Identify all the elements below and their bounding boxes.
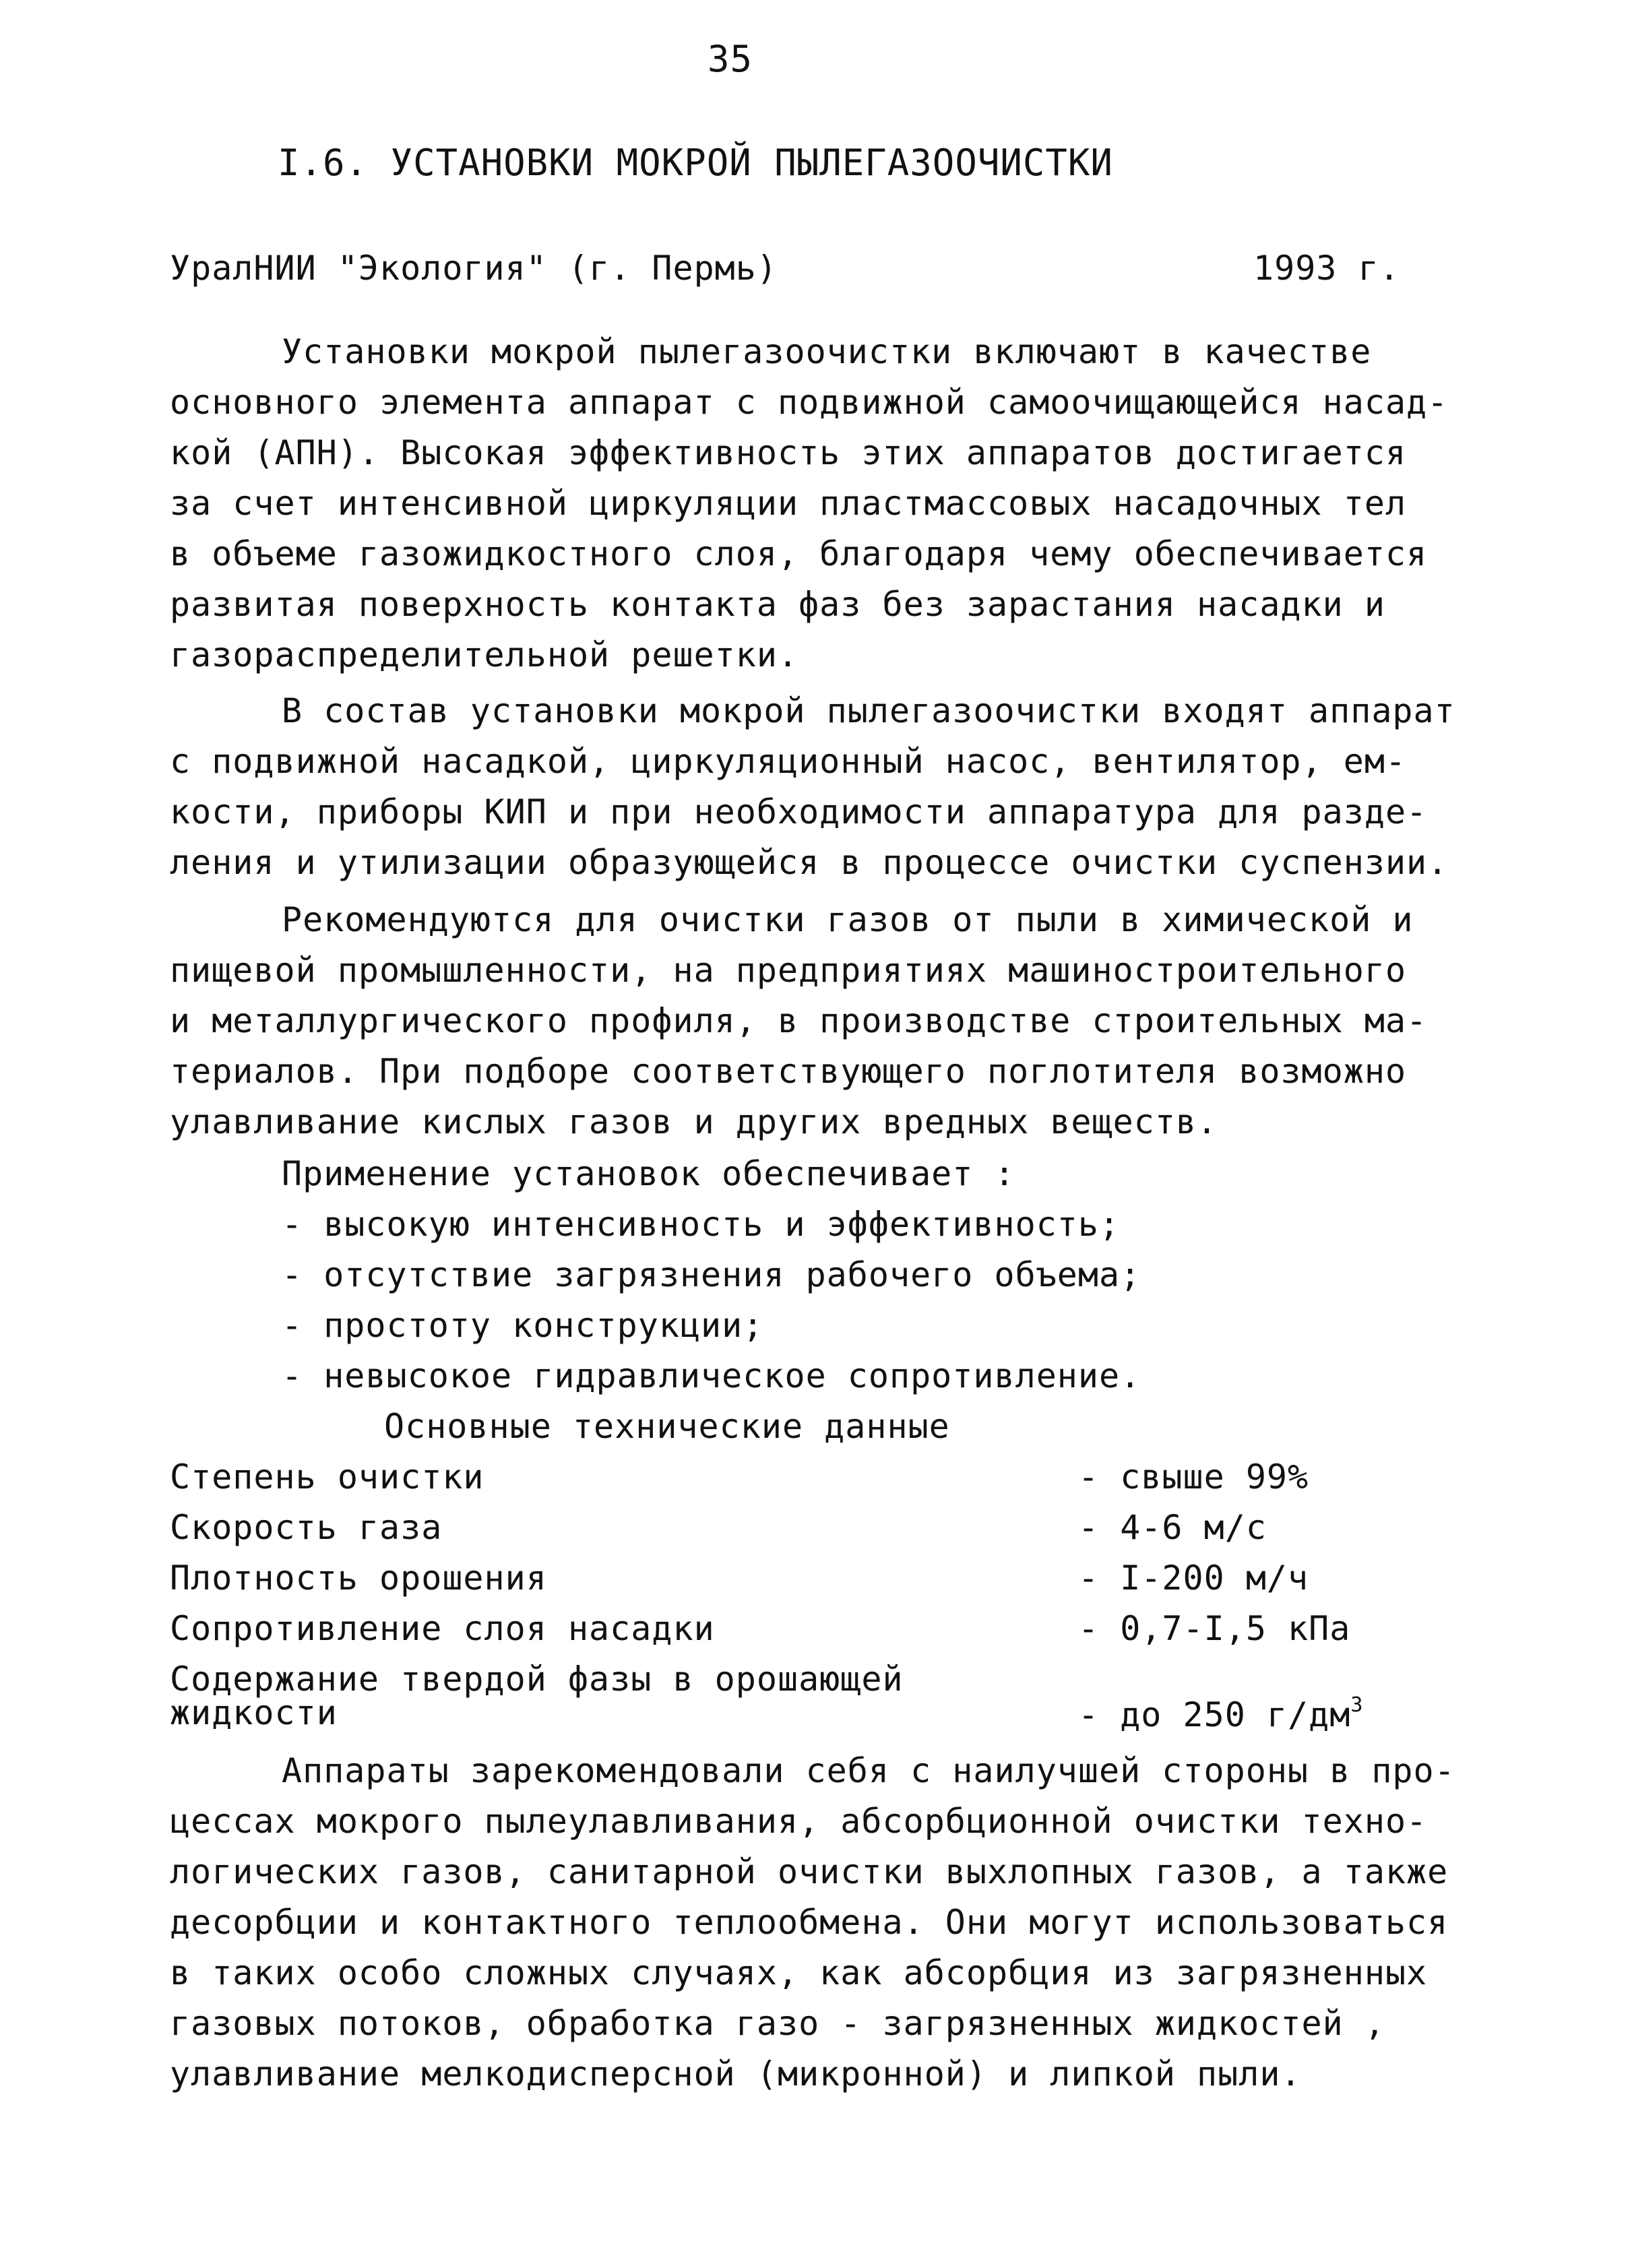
section-title: I.6. УСТАНОВКИ МОКРОЙ ПЫЛЕГАЗООЧИСТКИ xyxy=(278,141,1113,184)
spec-value: - свыше 99% xyxy=(1078,1457,1309,1497)
spec-label: Скорость газа xyxy=(170,1508,443,1547)
text-line: газораспределительной решетки. xyxy=(170,635,799,674)
organization: УралНИИ "Экология" (г. Пермь) xyxy=(170,249,778,288)
text-line: в объеме газожидкостного слоя, благодаря чему обеспечивается xyxy=(170,534,1428,573)
page-number: 35 xyxy=(708,38,753,80)
text-line: газовых потоков, обработка газо - загрязненных жидкостей , xyxy=(170,2004,1385,2043)
specs-title: Основные технические данные xyxy=(384,1407,950,1446)
text-line: кости, приборы КИП и при необходимости аппаратура для разде- xyxy=(170,792,1428,831)
text-line: кой (АПН). Высокая эффективность этих аппаратов достигается xyxy=(170,433,1407,472)
text-line: логических газов, санитарной очистки выхлопных газов, а также xyxy=(170,1852,1449,1891)
spec-label: Содержание твердой фазы в орошающей xyxy=(170,1660,904,1699)
text-line: и металлургического профиля, в производстве строительных ма- xyxy=(170,1001,1428,1040)
list-item: - простоту конструкции; xyxy=(282,1306,764,1345)
text-line: развитая поверхность контакта фаз без зарастания насадки и xyxy=(170,585,1385,624)
text-line: Рекомендуются для очистки газов от пыли в химической и xyxy=(282,900,1414,939)
spec-value-text: - до 250 г/дм xyxy=(1078,1695,1351,1734)
text-line: в таких особо сложных случаях, как абсорбция из загрязненных xyxy=(170,1953,1428,1992)
text-line: Аппараты зарекомендовали себя с наилучшей стороны в про- xyxy=(282,1751,1455,1790)
spec-label: Сопротивление слоя насадки xyxy=(170,1609,715,1648)
list-item: - невысокое гидравлическое сопротивление. xyxy=(282,1356,1141,1395)
text-line: териалов. При подборе соответствующего поглотителя возможно xyxy=(170,1052,1407,1091)
benefits-intro: Применение установок обеспечивает : xyxy=(282,1154,1015,1193)
spec-value: - 4-6 м/с xyxy=(1078,1508,1267,1547)
text-line: пищевой промышленности, на предприятиях машиностроительного xyxy=(170,951,1407,990)
text-line: улавливание кислых газов и других вредных веществ. xyxy=(170,1102,1218,1141)
spec-value xyxy=(1078,1695,1363,1735)
superscript: 3 xyxy=(1350,1693,1364,1717)
text-line: основного элемента аппарат с подвижной самоочищающейся насад- xyxy=(170,383,1449,422)
text-line: улавливание мелкодисперсной (микронной) и липкой пыли. xyxy=(170,2054,1302,2093)
text-line: с подвижной насадкой, циркуляционный насос, вентилятор, ем- xyxy=(170,742,1407,781)
text-line: за счет интенсивной циркуляции пластмассовых насадочных тел xyxy=(170,484,1407,523)
text-line: десорбции и контактного теплообмена. Они могут использоваться xyxy=(170,1903,1449,1942)
text-line: В состав установки мокрой пылегазоочистки входят аппарат xyxy=(282,691,1455,730)
text-line: цессах мокрого пылеулавливания, абсорбционной очистки техно- xyxy=(170,1802,1428,1841)
spec-label-continued: жидкости xyxy=(170,1693,338,1732)
spec-value: - I-200 м/ч xyxy=(1078,1558,1309,1598)
year: 1993 г. xyxy=(1253,249,1400,288)
spec-value: - 0,7-I,5 кПа xyxy=(1078,1609,1351,1648)
text-line: ления и утилизации образующейся в процессе очистки суспензии. xyxy=(170,843,1449,882)
spec-label: Степень очистки xyxy=(170,1457,484,1497)
text-line: Установки мокрой пылегазоочистки включают в качестве xyxy=(282,332,1372,371)
list-item: - отсутствие загрязнения рабочего объема; xyxy=(282,1255,1141,1294)
spec-label: Плотность орошения xyxy=(170,1558,547,1598)
list-item: - высокую интенсивность и эффективность; xyxy=(282,1205,1121,1244)
